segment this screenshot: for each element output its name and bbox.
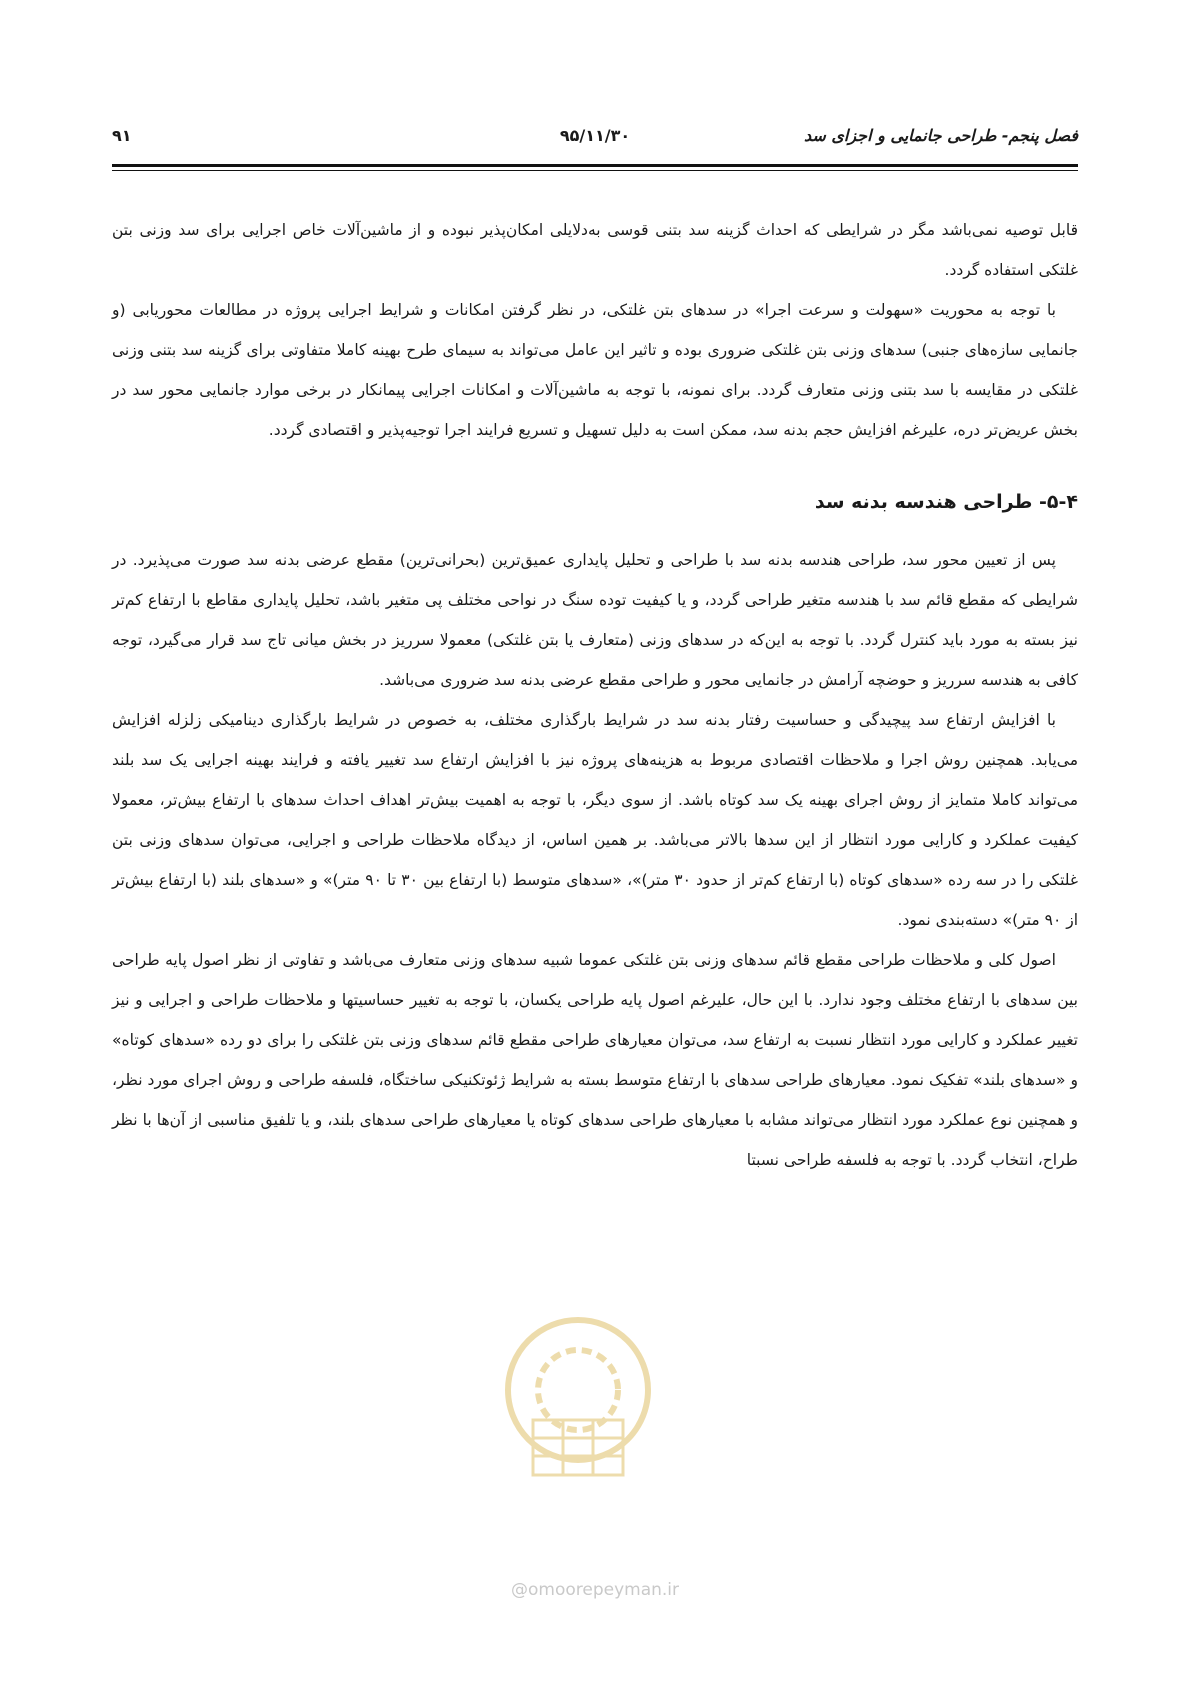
header-date: ۹۵/۱۱/۳۰: [559, 126, 631, 145]
page-header: [112, 126, 1078, 156]
watermark-logo: [463, 1290, 693, 1500]
page-number: ۹۱: [112, 126, 132, 145]
watermark-site: @omoorepeyman.ir: [510, 1580, 680, 1600]
paragraph: پس از تعیین محور سد، طراحی هندسه بدنه سد با طراحی و تحلیل پایداری عمیق‌ترین (بحرانی‌ترین) مقطع عرضی بدنه سد صورت می‌پذیرد. در شرایطی که مقطع قائم سد با هندسه متغیر طراحی گردد، و یا کیفیت توده سنگ در نواحی مختلف پی متغیر باشد، تحلیل پایداری مقاطع با ارتفاع کم‌تر نیز بسته به مورد باید کنترل گردد. با توجه به این‌که در سدهای وزنی (متعارف یا بتن غلتکی) معمولا سرریز در بخش میانی تاج سد قرار می‌گیرد، توجه کافی به هندسه سرریز و حوضچه آرامش در جانمایی محور و طراحی مقطع عرضی بدنه سد ضروری می‌باشد.: [112, 551, 1078, 689]
paragraph: با افزایش ارتفاع سد پیچیدگی و حساسیت رفتار بدنه سد در شرایط بارگذاری مختلف، به خصوص در شرایط بارگذاری دینامیکی زلزله افزایش می‌یابد. همچنین روش اجرا و ملاحظات اقتصادی مربوط به هزینه‌های پروژه نیز با افزایش ارتفاع سد تغییر یافته و فرایند بهینه اجرایی یک سد بلند می‌تواند کاملا متمایز از روش اجرای بهینه یک سد کوتاه باشد. از سوی دیگر، با توجه به اهمیت بیش‌تر اهداف احداث سدهای با ارتفاع بیش‌تر، معمولا کیفیت عملکرد و کارایی مورد انتظار از این سدها بالاتر می‌باشد. بر همین اساس، از دیدگاه ملاحظات طراحی و اجرایی، می‌توان سدهای وزنی بتن غلتکی را در سه رده «سدهای کوتاه (با ارتفاع کم‌تر از حدود ۳۰ متر)»، «سدهای متوسط (با ارتفاع بین ۳۰ تا ۹۰ متر)» و «سدهای بلند (با ارتفاع بیش‌تر از ۹۰ متر)» دسته‌بندی نمود.: [112, 711, 1078, 929]
paragraph: با توجه به محوریت «سهولت و سرعت اجرا» در سدهای بتن غلتکی، در نظر گرفتن امکانات و شرایط اجرایی پروژه در مطالعات محوریابی (و جانمایی سازه‌های جنبی) سدهای وزنی بتن غلتکی ضروری بوده و تاثیر این عامل می‌تواند به سیمای طرح بهینه کاملا متفاوتی برای گزینه سد بتنی وزنی غلتکی در مقایسه با سد بتنی وزنی متعارف گردد. برای نمونه، با توجه به ماشین‌آلات و امکانات اجرایی پیمانکار در برخی موارد جانمایی محور سد در بخش عریض‌تر دره، علیرغم افزایش حجم بدنه سد، ممکن است به دلیل تسهیل و تسریع فرایند اجرا توجیه‌پذیر و اقتصادی گردد.: [112, 301, 1078, 439]
paragraph: قابل توصیه نمی‌باشد مگر در شرایطی که احداث گزینه سد بتنی قوسی به‌دلایلی امکان‌پذیر نبوده و از ماشین‌آلات خاص اجرایی برای سد وزنی بتن غلتکی استفاده گردد.: [112, 221, 1078, 279]
header-rule-thin: [112, 170, 1078, 171]
chapter-title: فصل پنجم- طراحی جانمایی و اجزای سد: [804, 126, 1078, 145]
section-heading: ۵-۴- طراحی هندسه بدنه سد: [814, 491, 1078, 513]
header-rule-thick: [112, 164, 1078, 167]
paragraph: اصول کلی و ملاحظات طراحی مقطع قائم سدهای وزنی بتن غلتکی عموما شبیه سدهای وزنی متعارف می‌باشد و تفاوتی از نظر اصول پایه طراحی بین سدهای با ارتفاع مختلف وجود ندارد. با این حال، علیرغم اصول پایه طراحی یکسان، با توجه به تغییر حساسیتها و ملاحظات طراحی و اجرایی و نیز تغییر عملکرد و کارایی مورد انتظار نسبت به ارتفاع سد، می‌توان معیارهای طراحی مقطع قائم سدهای وزنی بتن غلتکی را برای دو رده «سدهای کوتاه» و «سدهای بلند» تفکیک نمود. معیارهای طراحی سدهای با ارتفاع متوسط بسته به شرایط ژئوتکنیکی ساختگاه، فلسفه طراحی و روش اجرای مورد نظر، و همچنین نوع عملکرد مورد انتظار می‌تواند مشابه با معیارهای طراحی سدهای کوتاه یا معیارهای طراحی سدهای بلند، و یا تلفیق مناسبی از آن‌ها با نظر طراح، انتخاب گردد. با توجه به فلسفه طراحی نسبتا: [112, 951, 1078, 1169]
page-body: [112, 210, 1078, 1180]
